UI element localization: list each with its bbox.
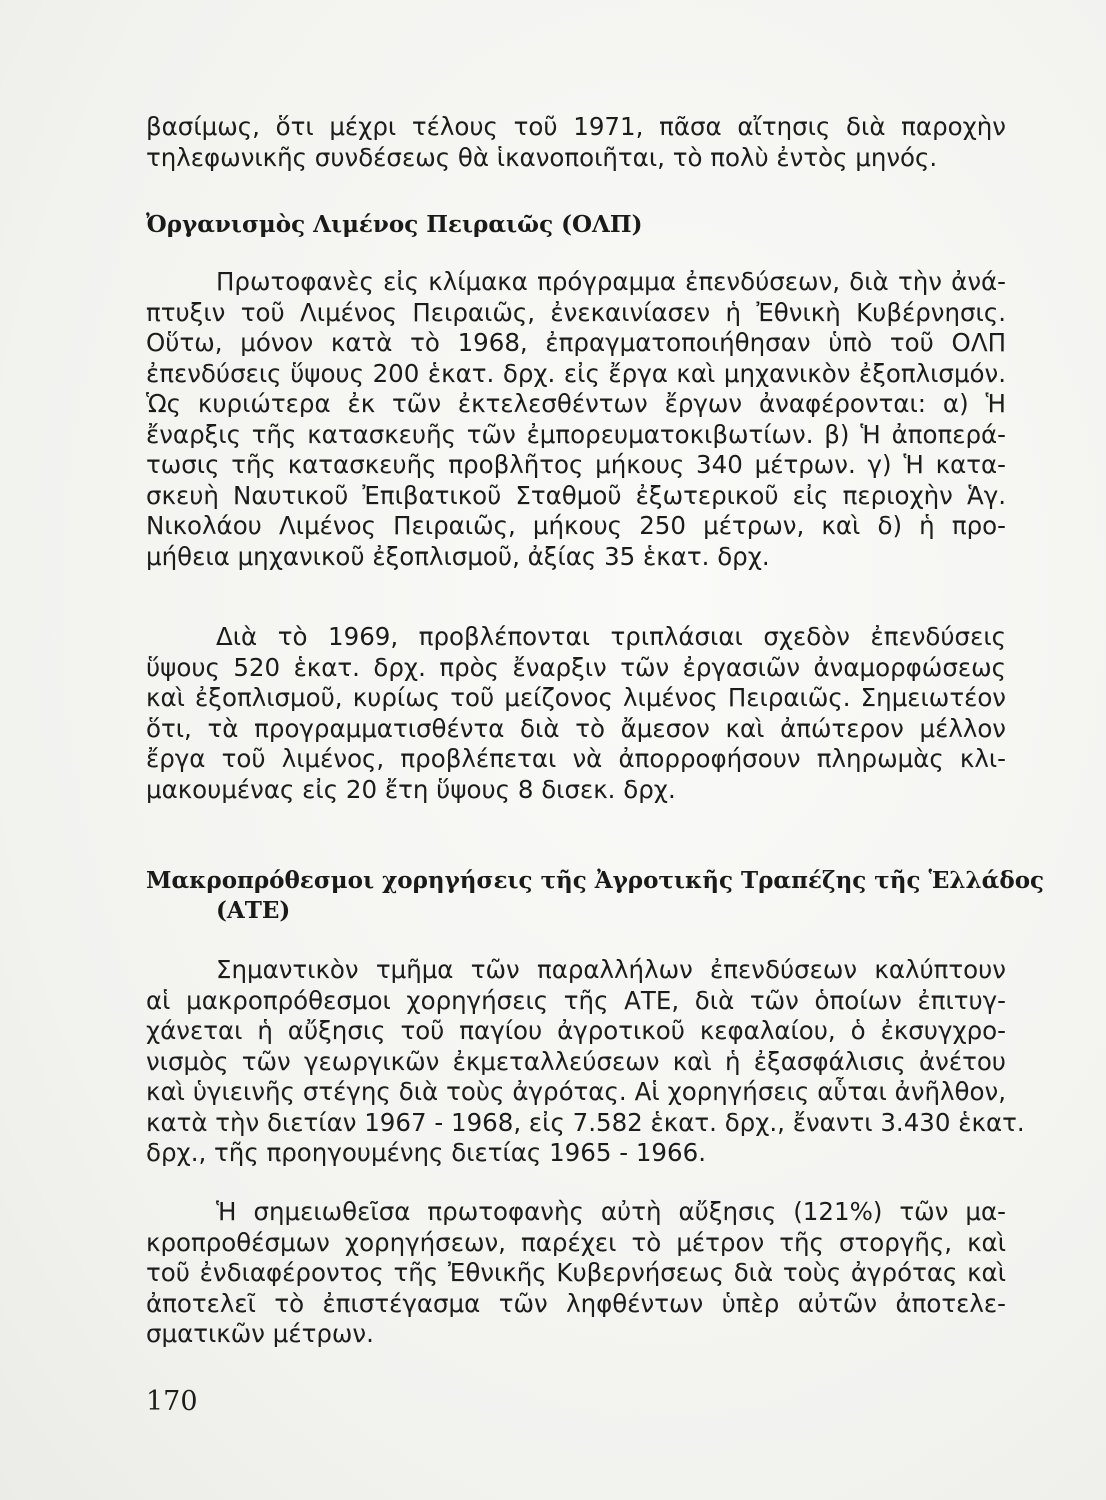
heading-ate [146,866,1045,926]
paragraph-olp-1 [146,267,1006,572]
paragraph-intro [146,112,1006,173]
text-line: δρχ., τῆς προηγουμένης διετίας 1965 - 1966. [146,1138,706,1167]
text-line: σκευὴ Ναυτικοῦ Ἐπιβατικοῦ Σταθμοῦ ἐξωτερικοῦ εἰς περιοχὴν Ἁγ. [146,480,1006,510]
heading-ate-line: (ΑΤΕ) [216,897,291,924]
text-line: αἱ μακροπρόθεσμοι χορηγήσεις τῆς ΑΤΕ, διὰ τῶν ὁποίων ἐπιτυγ- [146,985,1006,1015]
text-line: Ἡ σημειωθεῖσα πρωτοφανὴς αὐτὴ αὔξησις (121%) τῶν μα- [216,1197,1006,1226]
page-number: 170 [146,1386,198,1417]
text-line: ἔναρξις τῆς κατασκευῆς τῶν ἐμπορευματοκιβωτίων. β) Ἡ ἀποπερά- [146,419,1006,449]
text-line: σματικῶν μέτρων. [146,1319,374,1348]
text-line: Ὡς κυριώτερα ἐκ τῶν ἐκτελεσθέντων ἔργων ἀναφέρονται: α) Ἡ [146,389,1006,418]
text-line: ὅτι, τὰ προγραμματισθέντα διὰ τὸ ἄμεσον καὶ ἀπώτερον μέλλον [146,713,1006,743]
text-line: τωσις τῆς κατασκευῆς προβλῆτος μήκους 340 μέτρων. γ) Ἡ κατα- [146,450,1006,479]
text-line: τηλεφωνικῆς συνδέσεως θὰ ἱκανοποιῆται, τὸ πολὺ ἐντὸς μηνός. [146,142,938,172]
text-line: Πρωτοφανὲς εἰς κλίμακα πρόγραμμα ἐπενδύσεων, διὰ τὴν ἀνά- [216,267,1006,296]
text-line: ἐπενδύσεις ὕψους 200 ἑκατ. δρχ. εἰς ἔργα καὶ μηχανικὸν ἐξοπλισμόν. [146,358,1006,388]
text-line: ἀποτελεῖ τὸ ἐπιστέγασμα τῶν ληφθέντων ὑπὲρ αὐτῶν ἀποτελε- [146,1288,1006,1318]
text-line: καὶ ἐξοπλισμοῦ, κυρίως τοῦ μείζονος λιμένος Πειραιῶς. Σημειωτέον [146,683,1006,712]
text-line: βασίμως, ὅτι μέχρι τέλους τοῦ 1971, πᾶσα αἴτησις διὰ παροχὴν [146,112,1006,141]
text-line: πτυξιν τοῦ Λιμένος Πειραιῶς, ἐνεκαινίασεν ἡ Ἐθνικὴ Κυβέρνησις. [146,297,1006,327]
text-line: καὶ ὑγιεινῆς στέγης διὰ τοὺς ἀγρότας. Αἱ χορηγήσεις αὗται ἀνῆλθον, [146,1077,1006,1106]
text-line: Διὰ τὸ 1969, προβλέπονται τριπλάσιαι σχεδὸν ἐπενδύσεις [216,622,1006,651]
paragraph-ate-2 [146,1197,1006,1350]
text-line: κροπροθέσμων χορηγήσεων, παρέχει τὸ μέτρον τῆς στοργῆς, καὶ [146,1227,1006,1257]
text-line: Οὕτω, μόνον κατὰ τὸ 1968, ἐπραγματοποιήθησαν ὑπὸ τοῦ ΟΛΠ [146,328,1006,357]
paragraph-ate-1 [146,955,1025,1169]
text-line: κατὰ τὴν διετίαν 1967 - 1968, εἰς 7.582 ἑκατ. δρχ., ἔναντι 3.430 ἑκατ. [146,1107,1025,1137]
text-line: νισμὸς τῶν γεωργικῶν ἐκμεταλλεύσεων καὶ ἡ ἐξασφάλισις ἀνέτου [146,1046,1006,1076]
heading-olp-text: Ὀργανισμὸς Λιμένος Πειραιῶς (ΟΛΠ) [146,211,643,238]
text-line: Νικολάου Λιμένος Πειραιῶς, μήκους 250 μέτρων, καὶ δ) ἡ προ- [146,511,1006,540]
heading-ate-line: Μακροπρόθεσμοι χορηγήσεις τῆς Ἀγροτικῆς Τραπέζης τῆς Ἑλλάδος [146,867,1045,894]
heading-olp [146,210,1006,240]
text-line: Σημαντικὸν τμῆμα τῶν παραλλήλων ἐπενδύσεων καλύπτουν [216,955,1006,984]
text-line: χάνεται ἡ αὔξησις τοῦ παγίου ἀγροτικοῦ κεφαλαίου, ὁ ἐκσυγχρο- [146,1016,1006,1045]
text-line: ἔργα τοῦ λιμένος, προβλέπεται νὰ ἀπορροφήσουν πληρωμὰς κλι- [146,744,1006,773]
text-line: ὕψους 520 ἑκατ. δρχ. πρὸς ἔναρξιν τῶν ἐργασιῶν ἀναμορφώσεως [146,652,1006,682]
paragraph-olp-2 [146,622,1006,805]
text-line: μακουμένας εἰς 20 ἔτη ὕψους 8 δισεκ. δρχ. [146,774,676,804]
text-line: τοῦ ἐνδιαφέροντος τῆς Ἐθνικῆς Κυβερνήσεως διὰ τοὺς ἀγρότας καὶ [146,1258,1006,1287]
text-line: μήθεια μηχανικοῦ ἐξοπλισμοῦ, ἀξίας 35 ἑκατ. δρχ. [146,541,770,571]
